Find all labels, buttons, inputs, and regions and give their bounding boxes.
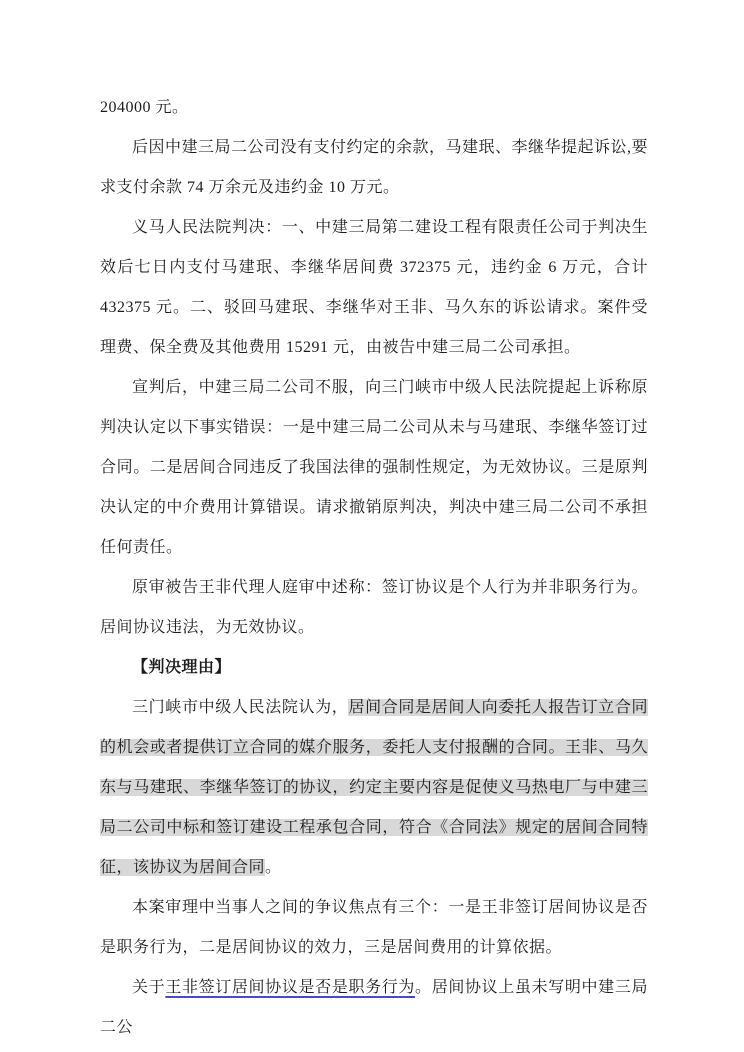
paragraph-dispute-focus: 本案审理中当事人之间的争议焦点有三个：一是王非签订居间协议是否是职务行为，二是居间协议的效力，三是居间费用的计算依据。 <box>100 899 648 956</box>
paragraph-amount-continuation: 204000 元。 <box>100 99 189 116</box>
paragraph-appeal-claims: 宣判后，中建三局二公司不服，向三门峡市中级人民法院提起上诉称原判决认定以下事实错误：一是中建三局二公司从未与马建珉、李继华签订过合同。二是居间合同违反了我国法律的强制性规定，为无效协议。三是原判决认定的中介费用计算错误。请求撤销原判决，判决中建三局二公司不承担任何责任。 <box>100 379 648 556</box>
text-run: 关于 <box>132 979 166 996</box>
text-run: 。居间协议上虽未写明中建三局二公 <box>100 979 648 1036</box>
paragraph-issue-one <box>100 968 648 1048</box>
text-run: 。 <box>265 859 282 876</box>
text-run: 三门峡市中级人民法院认为， <box>132 699 349 716</box>
paragraph-lawsuit-background: 后因中建三局二公司没有支付约定的余款，马建珉、李继华提起诉讼,要求支付余款 74 万余元及违约金 10 万元。 <box>100 139 649 196</box>
section-heading-judgment-reasons: 【判决理由】 <box>132 659 232 676</box>
highlighted-text: 居间合同是居间人向委托人报告订立合同的机会或者提供订立合同的媒介服务，委托人支付报酬的合同。王非、马久东与马建珉、李继华签订的协议，约定主要内容是促使义马热电厂与中建三局二公司中标和签订建设工程承包合同，符合《合同法》规定的居间合同特征，该协议为居间合同 <box>100 699 648 876</box>
paragraph-court-opinion <box>100 688 648 888</box>
paragraph-defendant-statement: 原审被告王非代理人庭审中述称：签订协议是个人行为并非职务行为。居间协议违法，为无效协议。 <box>100 579 648 636</box>
paragraph-first-instance-judgment: 义马人民法院判决：一、中建三局第二建设工程有限责任公司于判决生效后七日内支付马建珉、李继华居间费 372375 元，违约金 6 万元，合计 432375 元。二、驳回马建珉、李继华对王非、马久东的诉讼请求。案件受理费、保全费及其他费用 15291 元，由被告中建三局二公司承担。 <box>100 219 648 356</box>
underlined-text: 王非签订居间协议是否是职务行为 <box>165 979 416 996</box>
